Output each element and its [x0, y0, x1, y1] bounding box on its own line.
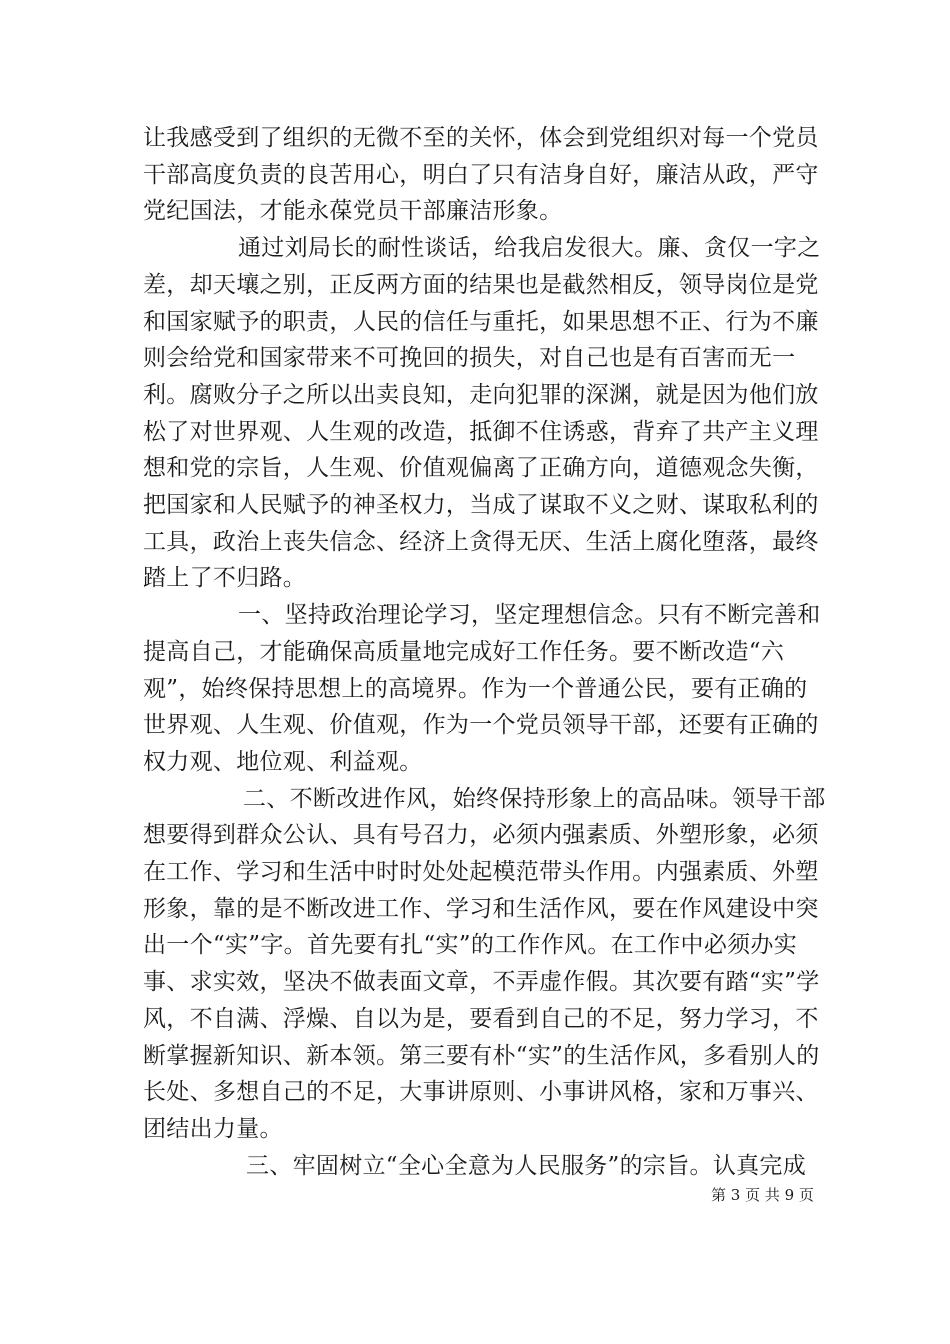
page-number-footer: 第 3 页 共 9 页	[711, 1186, 814, 1204]
paragraph-point-one: 一、坚持政治理论学习，坚定理想信念。只有不断完善和提高自己，才能确保高质量地完成好工作任务。要不断改造“六观”，始终保持思想上的高境界。作为一个普通公民，要有正确的世界观、人生观、价值观，作为一个党员领导干部，还要有正确的权力观、地位观、利益观。	[143, 602, 821, 775]
paragraph-point-two: 二、不断改进作风，始终保持形象上的高品味。领导干部想要得到群众公认、具有号召力，必须内强素质、外塑形象，必须在工作、学习和生活中时时处处起模范带头作用。内强素质、外塑形象，靠的是不断改进工作、学习和生活作风，要在作风建设中突出一个“实”字。首先要有扎“实”的工作作风。在工作中必须办实事、求实效，坚决不做表面文章，不弄虚作假。其次要有踏“实”学风，不自满、浮燥、自以为是，要看到自己的不足，努力学习，不断掌握新知识、新本领。第三要有朴“实”的生活作风，多看别人的长处、多想自己的不足，大事讲原则、小事讲风格，家和万事兴、团结出力量。	[143, 785, 826, 1142]
paragraph-continuation: 让我感受到了组织的无微不至的关怀，体会到党组织对每一个党员干部高度负责的良苦用心，明白了只有洁身自好，廉洁从政，严守党纪国法，才能永葆党员干部廉洁形象。	[143, 125, 819, 225]
document-body	[143, 120, 828, 1184]
paragraph-point-three: 三、牢固树立“全心全意为人民服务”的宗旨。认真完成	[246, 1152, 807, 1179]
paragraph-talk-reflection: 通过刘局长的耐性谈话，给我启发很大。廉、贪仅一字之差，却天壤之别，正反两方面的结果也是截然相反，领导岗位是党和国家赋予的职责，人民的信任与重托，如果思想不正、行为不廉则会给党和国家带来不可挽回的损失，对自己也是有百害而无一利。腐败分子之所以出卖良知，走向犯罪的深渊，就是因为他们放松了对世界观、人生观的改造，抵御不住诱惑，背弃了共产主义理想和党的宗旨，人生观、价值观偏离了正确方向，道德观念失衡，把国家和人民赋予的神圣权力，当成了谋取不义之财、谋取私利的工具，政治上丧失信念、经济上贪得无厌、生活上腐化堕落，最终踏上了不归路。	[143, 235, 821, 592]
